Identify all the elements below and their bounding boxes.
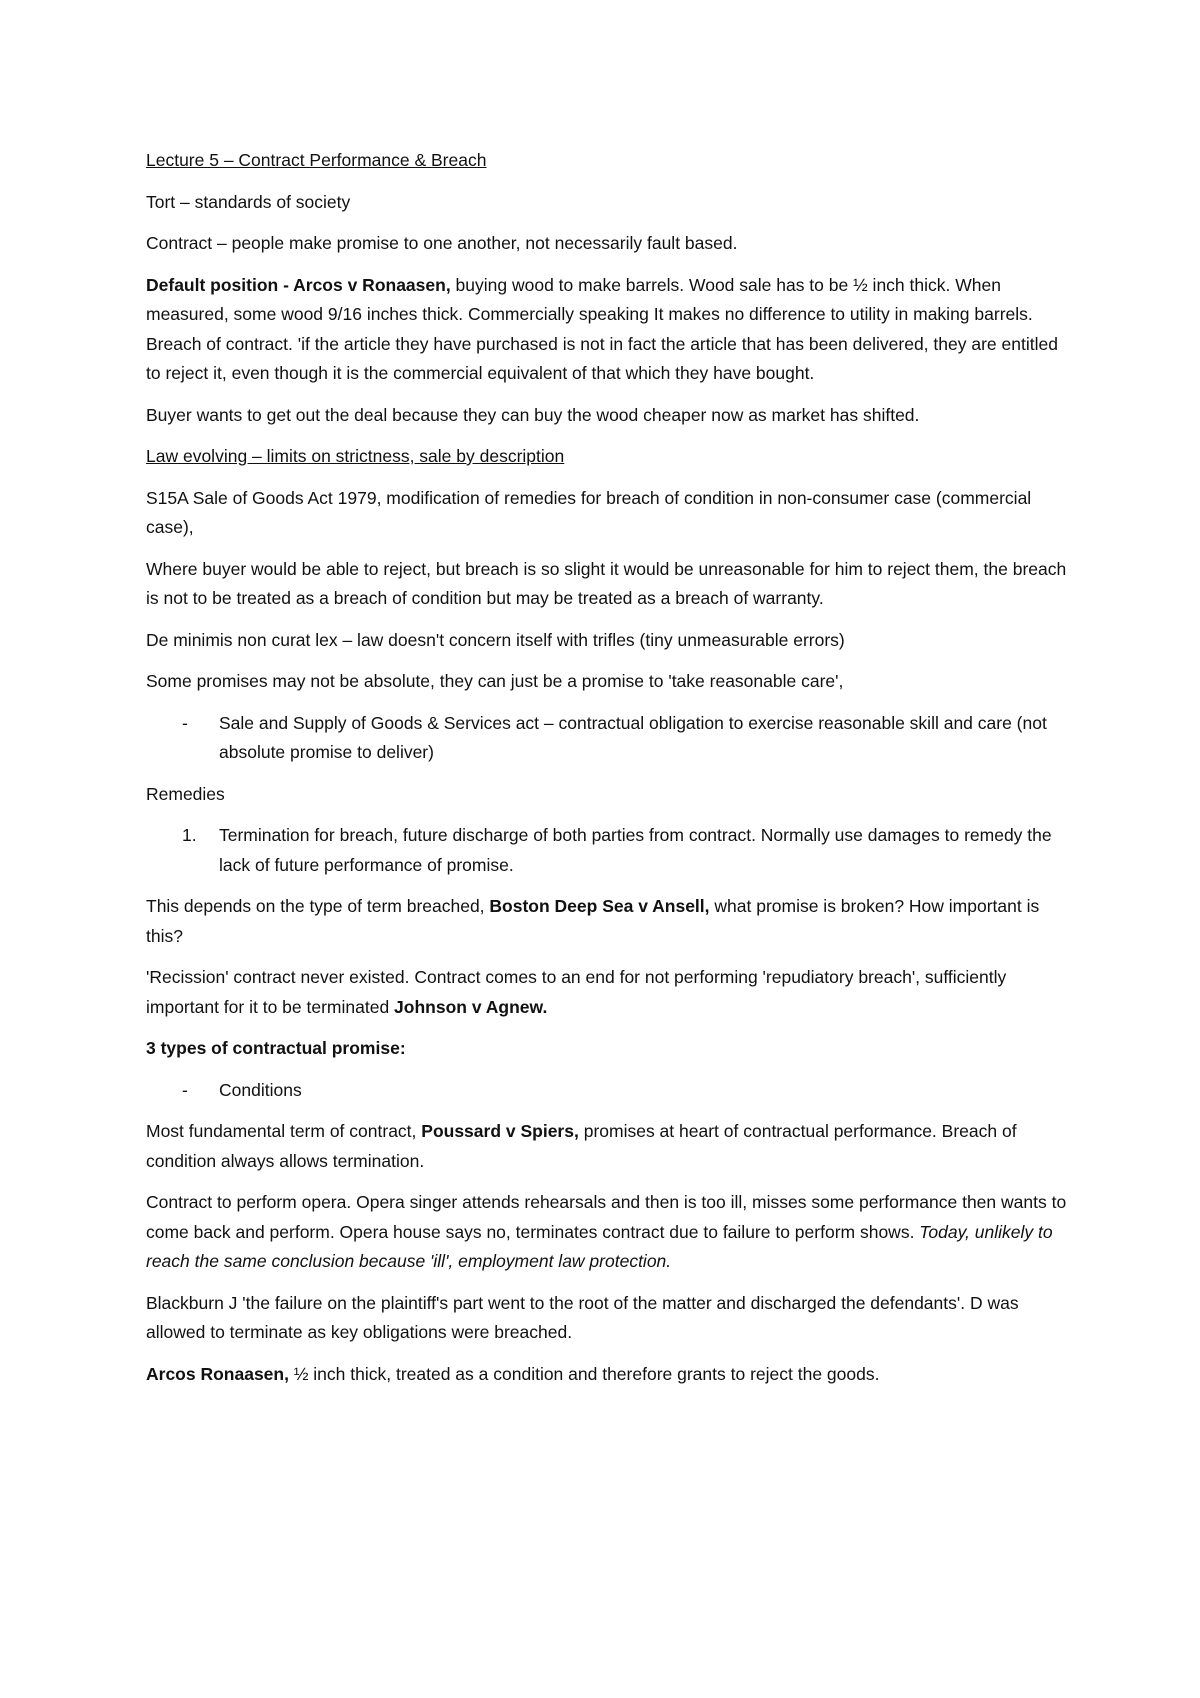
paragraph-opera — [146, 1188, 1076, 1277]
heading-remedies: Remedies — [146, 783, 225, 804]
paragraph-tort: Tort – standards of society — [146, 191, 351, 212]
numbered-1-text: Termination for breach, future discharge of both parties from contract. Normally use damages to remedy the lack of future performance of promise. — [219, 825, 1052, 875]
paragraph-some-promises: Some promises may not be absolute, they can just be a promise to 'take reasonable care', — [146, 671, 844, 691]
paragraph-s15a: S15A Sale of Goods Act 1979, modification of remedies for breach of condition in non-consumer case (commercial case), — [146, 487, 1032, 537]
default-position-label: Default position - Arcos v Ronaasen, — [146, 274, 451, 295]
most-text-post: promises at heart of contractual performance. Breach of condition always allows termination. — [146, 1121, 1017, 1171]
arcos-text: ½ inch thick, treated as a condition and therefore grants to reject the goods. — [288, 1363, 880, 1384]
depends-text-post: what promise is broken? How important is this? — [146, 896, 1040, 946]
list-item-bullet-1 — [146, 709, 1076, 768]
heading-law-evolving: Law evolving – limits on strictness, sale by description — [146, 446, 565, 466]
opera-text: Contract to perform opera. Opera singer attends rehearsals and then is too ill, misses some performance then wants to come back and perform. Opera house says no, terminates contract due to failure to perform shows. — [146, 1192, 1067, 1242]
recission-text: 'Recission' contract never existed. Contract comes to an end for not performing 'repudiatory breach', sufficiently important for it to be terminated — [146, 967, 1007, 1017]
heading-three-types: 3 types of contractual promise: — [146, 1038, 406, 1058]
paragraph-de-minimis: De minimis non curat lex – law doesn't concern itself with trifles (tiny unmeasurable errors) — [146, 629, 845, 650]
most-text: Most fundamental term of contract, — [146, 1121, 422, 1141]
paragraph-depends — [146, 892, 1076, 951]
paragraph-arcos — [146, 1360, 1076, 1390]
bullet-2-text: Conditions — [219, 1079, 302, 1100]
paragraph-buyer: Buyer wants to get out the deal because they can buy the wood cheaper now as market has shifted. — [146, 404, 920, 425]
case-boston-deep-sea: Boston Deep Sea v Ansell, — [489, 896, 710, 916]
paragraph-recission — [146, 963, 1076, 1022]
paragraph-default-position — [146, 271, 1076, 389]
paragraph-contract: Contract – people make promise to one another, not necessarily fault based. — [146, 233, 738, 253]
opera-italic-note: Today, unlikely to reach the same conclusion because 'ill', employment law protection. — [146, 1221, 1053, 1271]
bullet-marker: - — [182, 712, 188, 733]
depends-text: This depends on the type of term breached, — [146, 896, 490, 916]
bullet-1-text: Sale and Supply of Goods & Services act – contractual obligation to exercise reasonable skill and care (not absolute promise to deliver) — [219, 712, 1047, 762]
paragraph-blackburn: Blackburn J 'the failure on the plaintiff's part went to the root of the matter and discharged the defendants'. D was allowed to terminate as key obligations were breached. — [146, 1292, 1019, 1342]
case-arcos-ronaasen: Arcos Ronaasen, — [146, 1363, 289, 1384]
case-poussard-v-spiers: Poussard v Spiers, — [421, 1121, 579, 1141]
lecture-title: Lecture 5 – Contract Performance & Breach — [146, 150, 487, 170]
paragraph-where-buyer: Where buyer would be able to reject, but breach is so slight it would be unreasonable for him to reject them, the breach is not to be treated as a breach of condition but may be treated as a breach of warranty. — [146, 558, 1067, 608]
paragraph-most-fundamental — [146, 1117, 1076, 1176]
bullet-marker: - — [182, 1079, 188, 1100]
list-item-numbered-1 — [146, 821, 1076, 880]
list-item-bullet-2 — [146, 1076, 1076, 1106]
number-marker: 1. — [182, 825, 197, 845]
default-position-text: buying wood to make barrels. Wood sale has to be ½ inch thick. When measured, some wood 9/16 inches thick. Commercially speaking It makes no difference to utility in making barrels. Breach of contract. 'if the article they have purchased is not in fact the article that has been delivered, they are entitled to reject it, even though it is the commercial equivalent of that which they have bought. — [146, 274, 1058, 383]
case-johnson-v-agnew: Johnson v Agnew. — [394, 996, 548, 1017]
document-body — [146, 146, 1076, 1401]
